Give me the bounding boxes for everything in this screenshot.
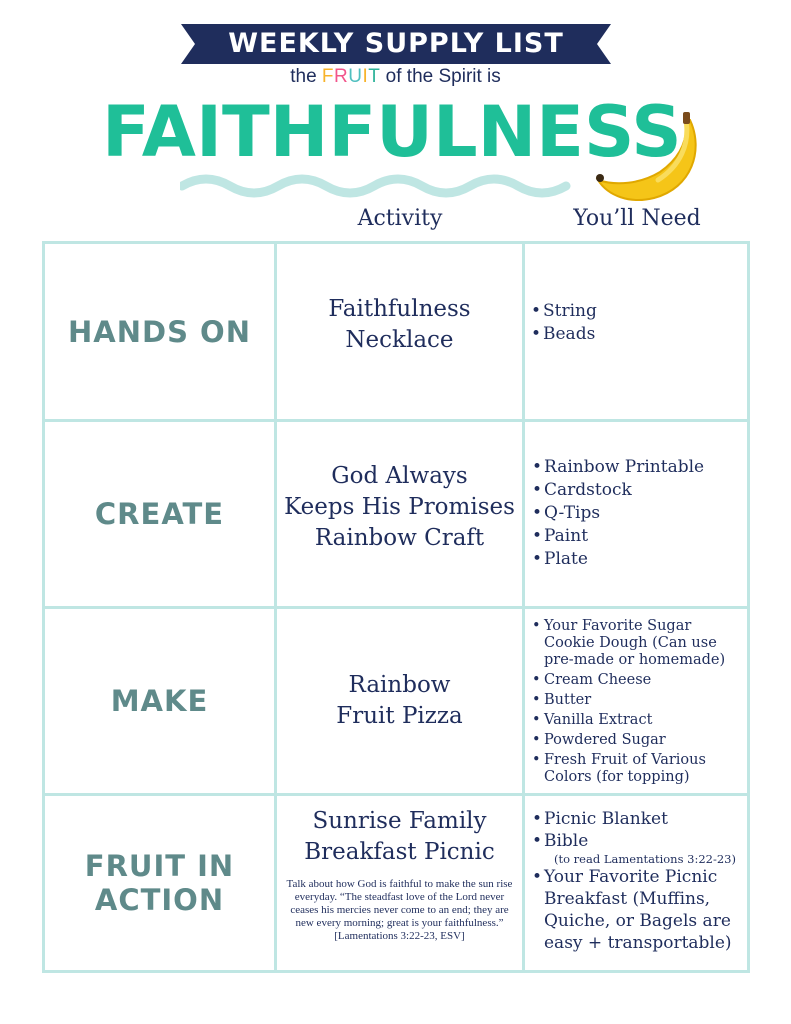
- supply-item: • Your Favorite Picnic Breakfast (Muffins, Quiche, or Bagels are easy + transportable): [530, 866, 743, 954]
- fruit-letter: R: [334, 66, 349, 87]
- table-row: [45, 244, 747, 419]
- column-header-activity: Activity: [357, 206, 443, 231]
- supply-item: • Powdered Sugar: [530, 732, 743, 749]
- table-row: [45, 793, 747, 970]
- activity-cell: [277, 422, 525, 606]
- supply-item: • Vanilla Extract: [530, 712, 743, 729]
- category-cell: [45, 609, 277, 793]
- supplies-list: [530, 808, 743, 954]
- activity-label: Sunrise Family Breakfast Picnic: [304, 808, 495, 865]
- banner-title: WEEKLY SUPPLY LIST: [228, 28, 564, 59]
- supply-table: [42, 241, 750, 973]
- supply-item: • Butter: [530, 692, 743, 709]
- fruit-letter: U: [348, 66, 363, 87]
- activity-label: Rainbow Fruit Pizza: [336, 672, 463, 729]
- activity-cell: [277, 796, 525, 970]
- fruit-letter: I: [362, 66, 369, 87]
- category-label: CREATE: [94, 497, 225, 531]
- supply-item: • Your Favorite Sugar Cookie Dough (Can use pre-made or homemade): [530, 618, 743, 669]
- supply-item: • Beads: [529, 323, 597, 346]
- banner: [181, 24, 611, 64]
- category-cell: [45, 422, 277, 606]
- supply-item: • String: [529, 300, 597, 323]
- activity-cell: [277, 609, 525, 793]
- activity-note: Talk about how God is faithful to make the sun rise everyday. “The steadfast love of the Lord never ceases his mercies never come to an end; they are new every morning; great is your faithfulness.” [Lamentations 3:22-23, ESV]: [286, 878, 513, 942]
- fruit-letter: F: [321, 66, 335, 87]
- subtitle-after: of the Spirit is: [385, 66, 501, 87]
- page-title: FAITHFULNESS: [102, 91, 682, 173]
- activity-cell: [277, 244, 525, 419]
- supplies-list: [530, 456, 704, 571]
- supplies-list: [529, 300, 597, 346]
- subtitle: [0, 66, 791, 88]
- supplies-cell: [525, 796, 747, 970]
- category-cell: [45, 244, 277, 419]
- wave-decoration: [180, 168, 580, 198]
- supply-item: • Picnic Blanket: [530, 808, 743, 830]
- supply-item: • Q-Tips: [530, 502, 704, 525]
- supply-item-note: (to read Lamentations 3:22-23): [554, 852, 736, 866]
- category-cell: [45, 796, 277, 970]
- column-header-need: You’ll Need: [573, 206, 701, 231]
- supply-item: • Bible: [530, 830, 743, 852]
- banana-icon: [592, 110, 712, 210]
- supply-item: • Rainbow Printable: [530, 456, 704, 479]
- supply-item: • Cream Cheese: [530, 672, 743, 689]
- supply-item: • Paint: [530, 525, 704, 548]
- activity-label: Faithfulness Necklace: [328, 295, 471, 353]
- category-label: MAKE: [110, 684, 209, 718]
- table-row: [45, 606, 747, 793]
- supply-item: • Fresh Fruit of Various Colors (for topping): [530, 752, 743, 786]
- activity-label: God Always Keeps His Promises Rainbow Craft: [284, 462, 515, 551]
- supplies-cell: [525, 244, 747, 419]
- supplies-list: [530, 618, 743, 789]
- subtitle-fruit: [322, 66, 380, 87]
- fruit-letter: T: [368, 66, 381, 87]
- supplies-cell: [525, 422, 747, 606]
- supplies-cell: [525, 609, 747, 793]
- supply-item: • Cardstock: [530, 479, 704, 502]
- category-label: HANDS ON: [68, 314, 251, 349]
- subtitle-before: the: [290, 66, 317, 87]
- table-row: [45, 419, 747, 606]
- supply-item: • Plate: [530, 548, 704, 571]
- category-label: FRUIT IN ACTION: [84, 849, 235, 917]
